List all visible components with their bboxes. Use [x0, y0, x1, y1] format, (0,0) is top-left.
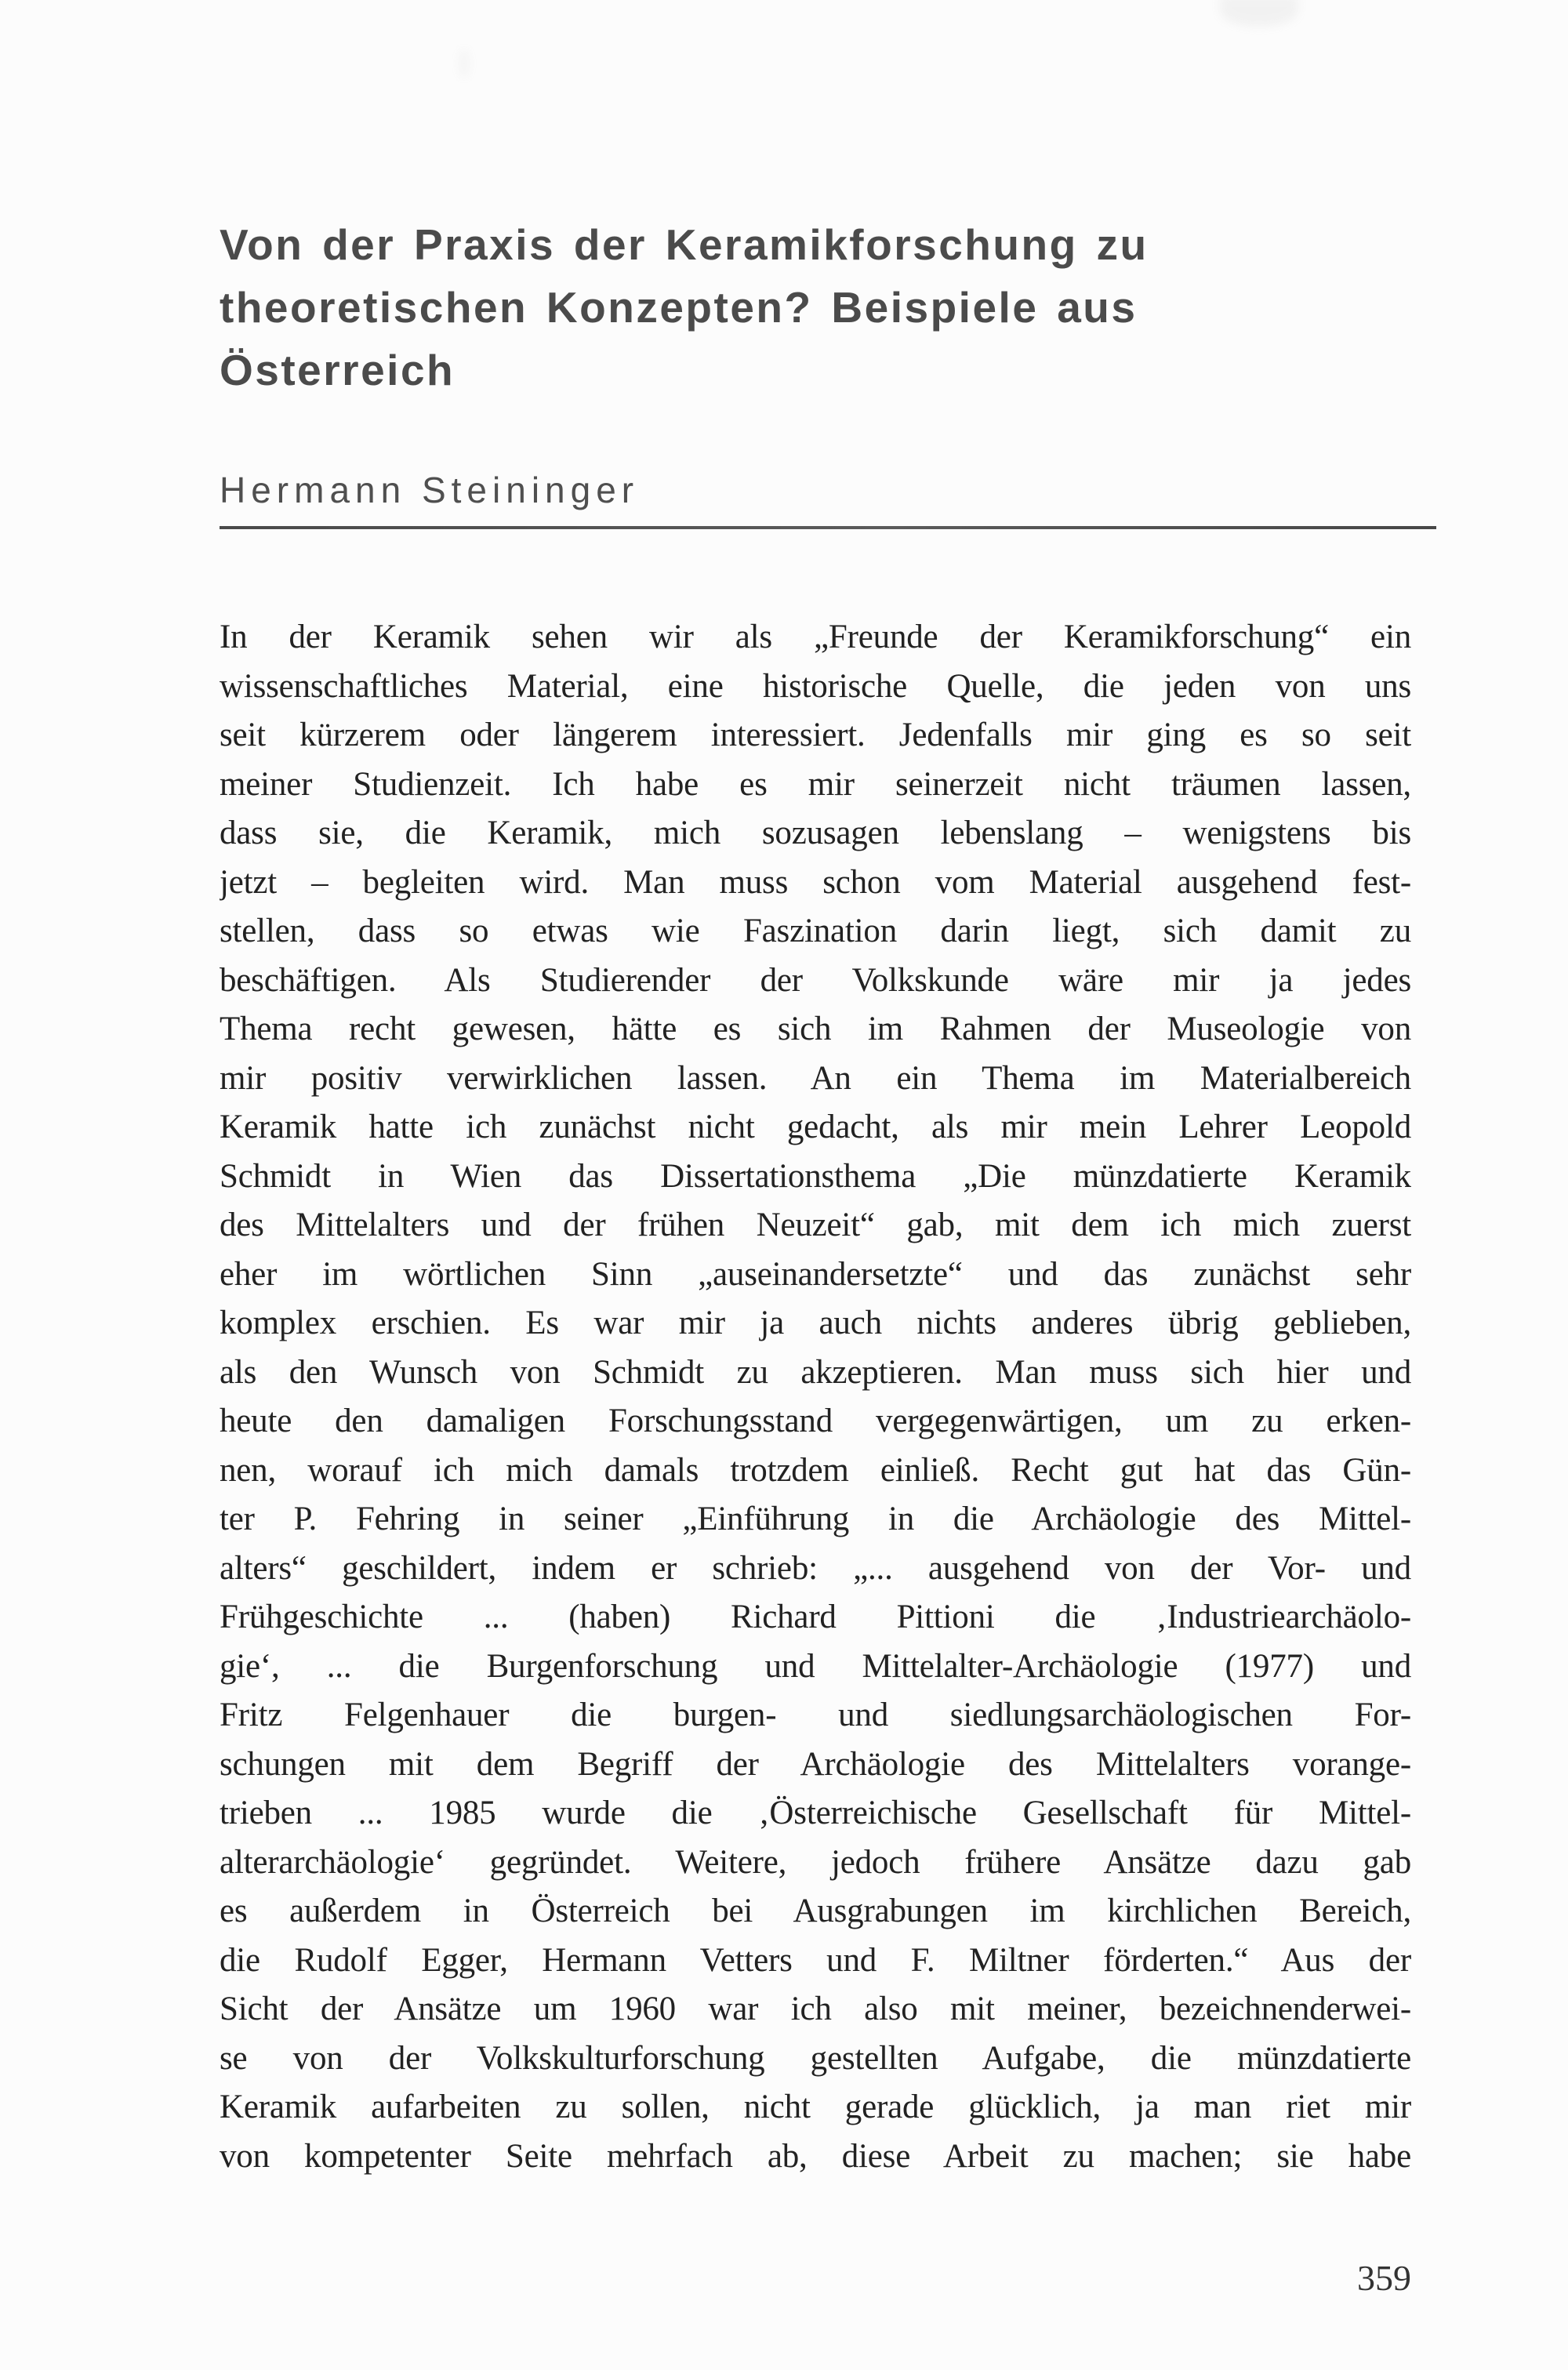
body-line: Thema recht gewesen, hätte es sich im Rahmen der Museologie von [220, 1011, 1411, 1047]
body-line: es außerdem in Österreich bei Ausgrabungen im kirchlichen Bereich, [220, 1893, 1411, 1929]
body-line: Frühgeschichte ... (haben) Richard Pittioni die ‚Industriearchäolo- [220, 1599, 1411, 1635]
body-line: Fritz Felgenhauer die burgen- und siedlungsarchäologischen For- [220, 1697, 1411, 1733]
body-line: Schmidt in Wien das Dissertationsthema „Die münzdatierte Keramik [220, 1157, 1411, 1195]
body-line: des Mittelalters und der frühen Neuzeit“ gab, mit dem ich mich zuerst [220, 1207, 1411, 1243]
page-number: 359 [1357, 2258, 1411, 2298]
body-line: In der Keramik sehen wir als „Freunde der Keramikforschung“ ein [220, 619, 1411, 655]
article-title-line: theoretischen Konzepten? Beispiele aus [220, 283, 1138, 332]
body-line: nen, worauf ich mich damals trotzdem einließ. Recht gut hat das Gün- [220, 1451, 1411, 1489]
body-line: alterarchäologie‘ gegründet. Weitere, jedoch frühere Ansätze dazu gab [220, 1843, 1411, 1881]
body-line: mir positiv verwirklichen lassen. An ein Thema im Materialbereich [220, 1059, 1411, 1097]
author-underline-rule [220, 526, 1436, 529]
body-line: meiner Studienzeit. Ich habe es mir seinerzeit nicht träumen lassen, [220, 765, 1411, 803]
article-title-line: Von der Praxis der Keramikforschung zu [220, 220, 1149, 269]
scan-artifact [459, 49, 470, 78]
body-line: schungen mit dem Begriff der Archäologie des Mittelalters vorange- [220, 1745, 1411, 1783]
body-line: als den Wunsch von Schmidt zu akzeptieren. Man muss sich hier und [220, 1353, 1411, 1391]
body-line: dass sie, die Keramik, mich sozusagen lebenslang – wenigstens bis [220, 815, 1411, 851]
body-line: se von der Volkskulturforschung gestellten Aufgabe, die münzdatierte [220, 2039, 1411, 2077]
body-line: eher im wörtlichen Sinn „auseinandersetzte“ und das zunächst sehr [220, 1255, 1411, 1293]
body-line: heute den damaligen Forschungsstand vergegenwärtigen, um zu erken- [220, 1403, 1411, 1439]
article-title-line: Österreich [220, 346, 456, 394]
body-line: jetzt – begleiten wird. Man muss schon vom Material ausgehend fest- [220, 863, 1411, 901]
scan-artifact [1220, 0, 1298, 27]
article-body [220, 613, 1411, 2181]
body-line: die Rudolf Egger, Hermann Vetters und F. Miltner förderten.“ Aus der [220, 1941, 1411, 1979]
body-line: alters“ geschildert, indem er schrieb: „... ausgehend von der Vor- und [220, 1549, 1411, 1587]
body-line: ter P. Fehring in seiner „Einführung in die Archäologie des Mittel- [220, 1501, 1411, 1537]
body-line: beschäftigen. Als Studierender der Volkskunde wäre mir ja jedes [220, 961, 1411, 999]
body-line: gie‘, ... die Burgenforschung und Mittelalter-Archäologie (1977) und [220, 1647, 1411, 1685]
article-title [220, 213, 1443, 401]
body-line: trieben ... 1985 wurde die ‚Österreichische Gesellschaft für Mittel- [220, 1795, 1411, 1831]
body-line: Keramik aufarbeiten zu sollen, nicht gerade glücklich, ja man riet mir [220, 2089, 1411, 2125]
body-line: von kompetenter Seite mehrfach ab, diese Arbeit zu machen; sie habe [220, 2137, 1411, 2175]
body-line: Keramik hatte ich zunächst nicht gedacht, als mir mein Lehrer Leopold [220, 1109, 1411, 1145]
body-line: Sicht der Ansätze um 1960 war ich also mit meiner, bezeichnenderwei- [220, 1991, 1411, 2027]
author-name: Hermann Steininger [220, 470, 640, 510]
body-line: wissenschaftliches Material, eine historische Quelle, die jeden von uns [220, 667, 1411, 705]
body-line: seit kürzerem oder längerem interessiert. Jedenfalls mir ging es so seit [220, 717, 1411, 753]
body-line: komplex erschien. Es war mir ja auch nichts anderes übrig geblieben, [220, 1305, 1411, 1341]
body-line: stellen, dass so etwas wie Faszination darin liegt, sich damit zu [220, 913, 1411, 949]
